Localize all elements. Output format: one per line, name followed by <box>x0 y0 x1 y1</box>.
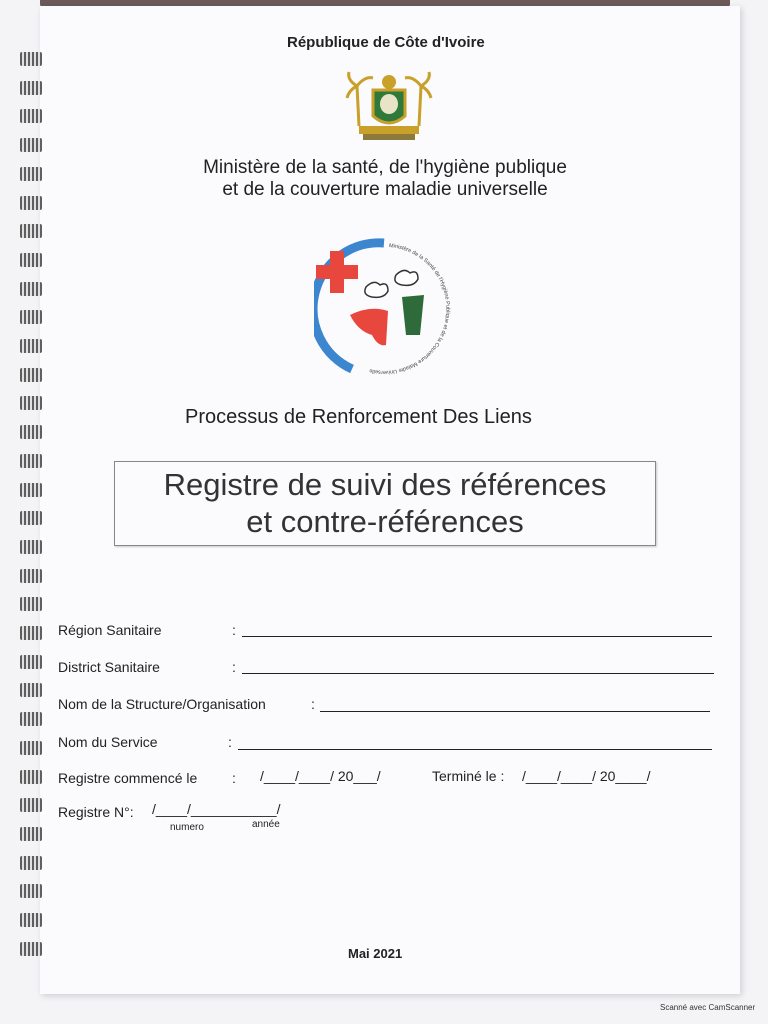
register-title-line-1: Registre de suivi des références <box>163 467 607 502</box>
spiral-ring <box>20 138 42 152</box>
ministry-line-2: et de la couverture maladie universelle <box>222 179 548 200</box>
annee-caption: année <box>252 819 280 830</box>
start-date-label: Registre commencé le <box>58 770 198 786</box>
spiral-ring <box>20 626 42 640</box>
spiral-ring <box>20 655 42 669</box>
spiral-ring <box>20 425 42 439</box>
service-field-line[interactable] <box>238 749 712 750</box>
spiral-ring <box>20 884 42 898</box>
region-label: Région Sanitaire <box>58 622 162 638</box>
spiral-ring <box>20 913 42 927</box>
district-field-line[interactable] <box>242 673 714 674</box>
spiral-ring <box>20 282 42 296</box>
structure-colon: : <box>311 696 315 712</box>
spiral-ring <box>20 368 42 382</box>
coat-of-arms-icon <box>345 68 433 142</box>
start-date-colon: : <box>232 770 236 786</box>
structure-field-line[interactable] <box>320 711 710 712</box>
spiral-ring <box>20 597 42 611</box>
end-date-label: Terminé le : <box>432 768 505 784</box>
spiral-ring <box>20 483 42 497</box>
spiral-ring <box>20 396 42 410</box>
spiral-ring <box>20 511 42 525</box>
ministry-line-1: Ministère de la santé, de l'hygiène publique <box>203 157 567 178</box>
region-colon: : <box>232 622 236 638</box>
register-title-line-2: et contre-références <box>246 504 524 539</box>
spiral-ring <box>20 196 42 210</box>
spiral-ring <box>20 856 42 870</box>
spiral-ring <box>20 741 42 755</box>
spiral-ring <box>20 798 42 812</box>
spiral-ring <box>20 224 42 238</box>
spiral-ring <box>20 81 42 95</box>
service-label: Nom du Service <box>58 734 158 750</box>
region-field-line[interactable] <box>242 636 712 637</box>
district-label: District Sanitaire <box>58 659 160 675</box>
spiral-ring <box>20 770 42 784</box>
spiral-ring <box>20 683 42 697</box>
logo-ring-text: Ministère de la Santé de l'Hygiène Publique et de la Couverture Maladie Universelle <box>368 242 451 375</box>
spiral-ring <box>20 942 42 956</box>
republic-heading: République de Côte d'Ivoire <box>287 34 485 51</box>
register-title-box <box>114 461 656 546</box>
numero-caption: numero <box>170 822 204 833</box>
structure-label: Nom de la Structure/Organisation <box>58 696 266 712</box>
scanner-watermark: Scanné avec CamScanner <box>660 1003 756 1012</box>
spiral-ring <box>20 540 42 554</box>
start-date-field[interactable]: /____/____/ 20___/ <box>260 768 381 784</box>
spiral-binding <box>14 52 48 952</box>
spiral-ring <box>20 167 42 181</box>
spiral-ring <box>20 310 42 324</box>
spiral-ring <box>20 253 42 267</box>
register-number-label: Registre N°: <box>58 804 134 820</box>
register-number-field[interactable]: /____/___________/ <box>152 801 281 817</box>
spiral-ring <box>20 454 42 468</box>
district-colon: : <box>232 659 236 675</box>
service-colon: : <box>228 734 232 750</box>
ministry-logo-icon <box>314 235 464 385</box>
spiral-ring <box>20 569 42 583</box>
spiral-ring <box>20 827 42 841</box>
spiral-ring <box>20 109 42 123</box>
end-date-field[interactable]: /____/____/ 20____/ <box>522 768 651 784</box>
spiral-ring <box>20 52 42 66</box>
spiral-ring <box>20 712 42 726</box>
spiral-ring <box>20 339 42 353</box>
ministry-heading <box>185 157 585 201</box>
process-heading: Processus de Renforcement Des Liens <box>185 406 532 428</box>
publication-date: Mai 2021 <box>348 946 403 961</box>
